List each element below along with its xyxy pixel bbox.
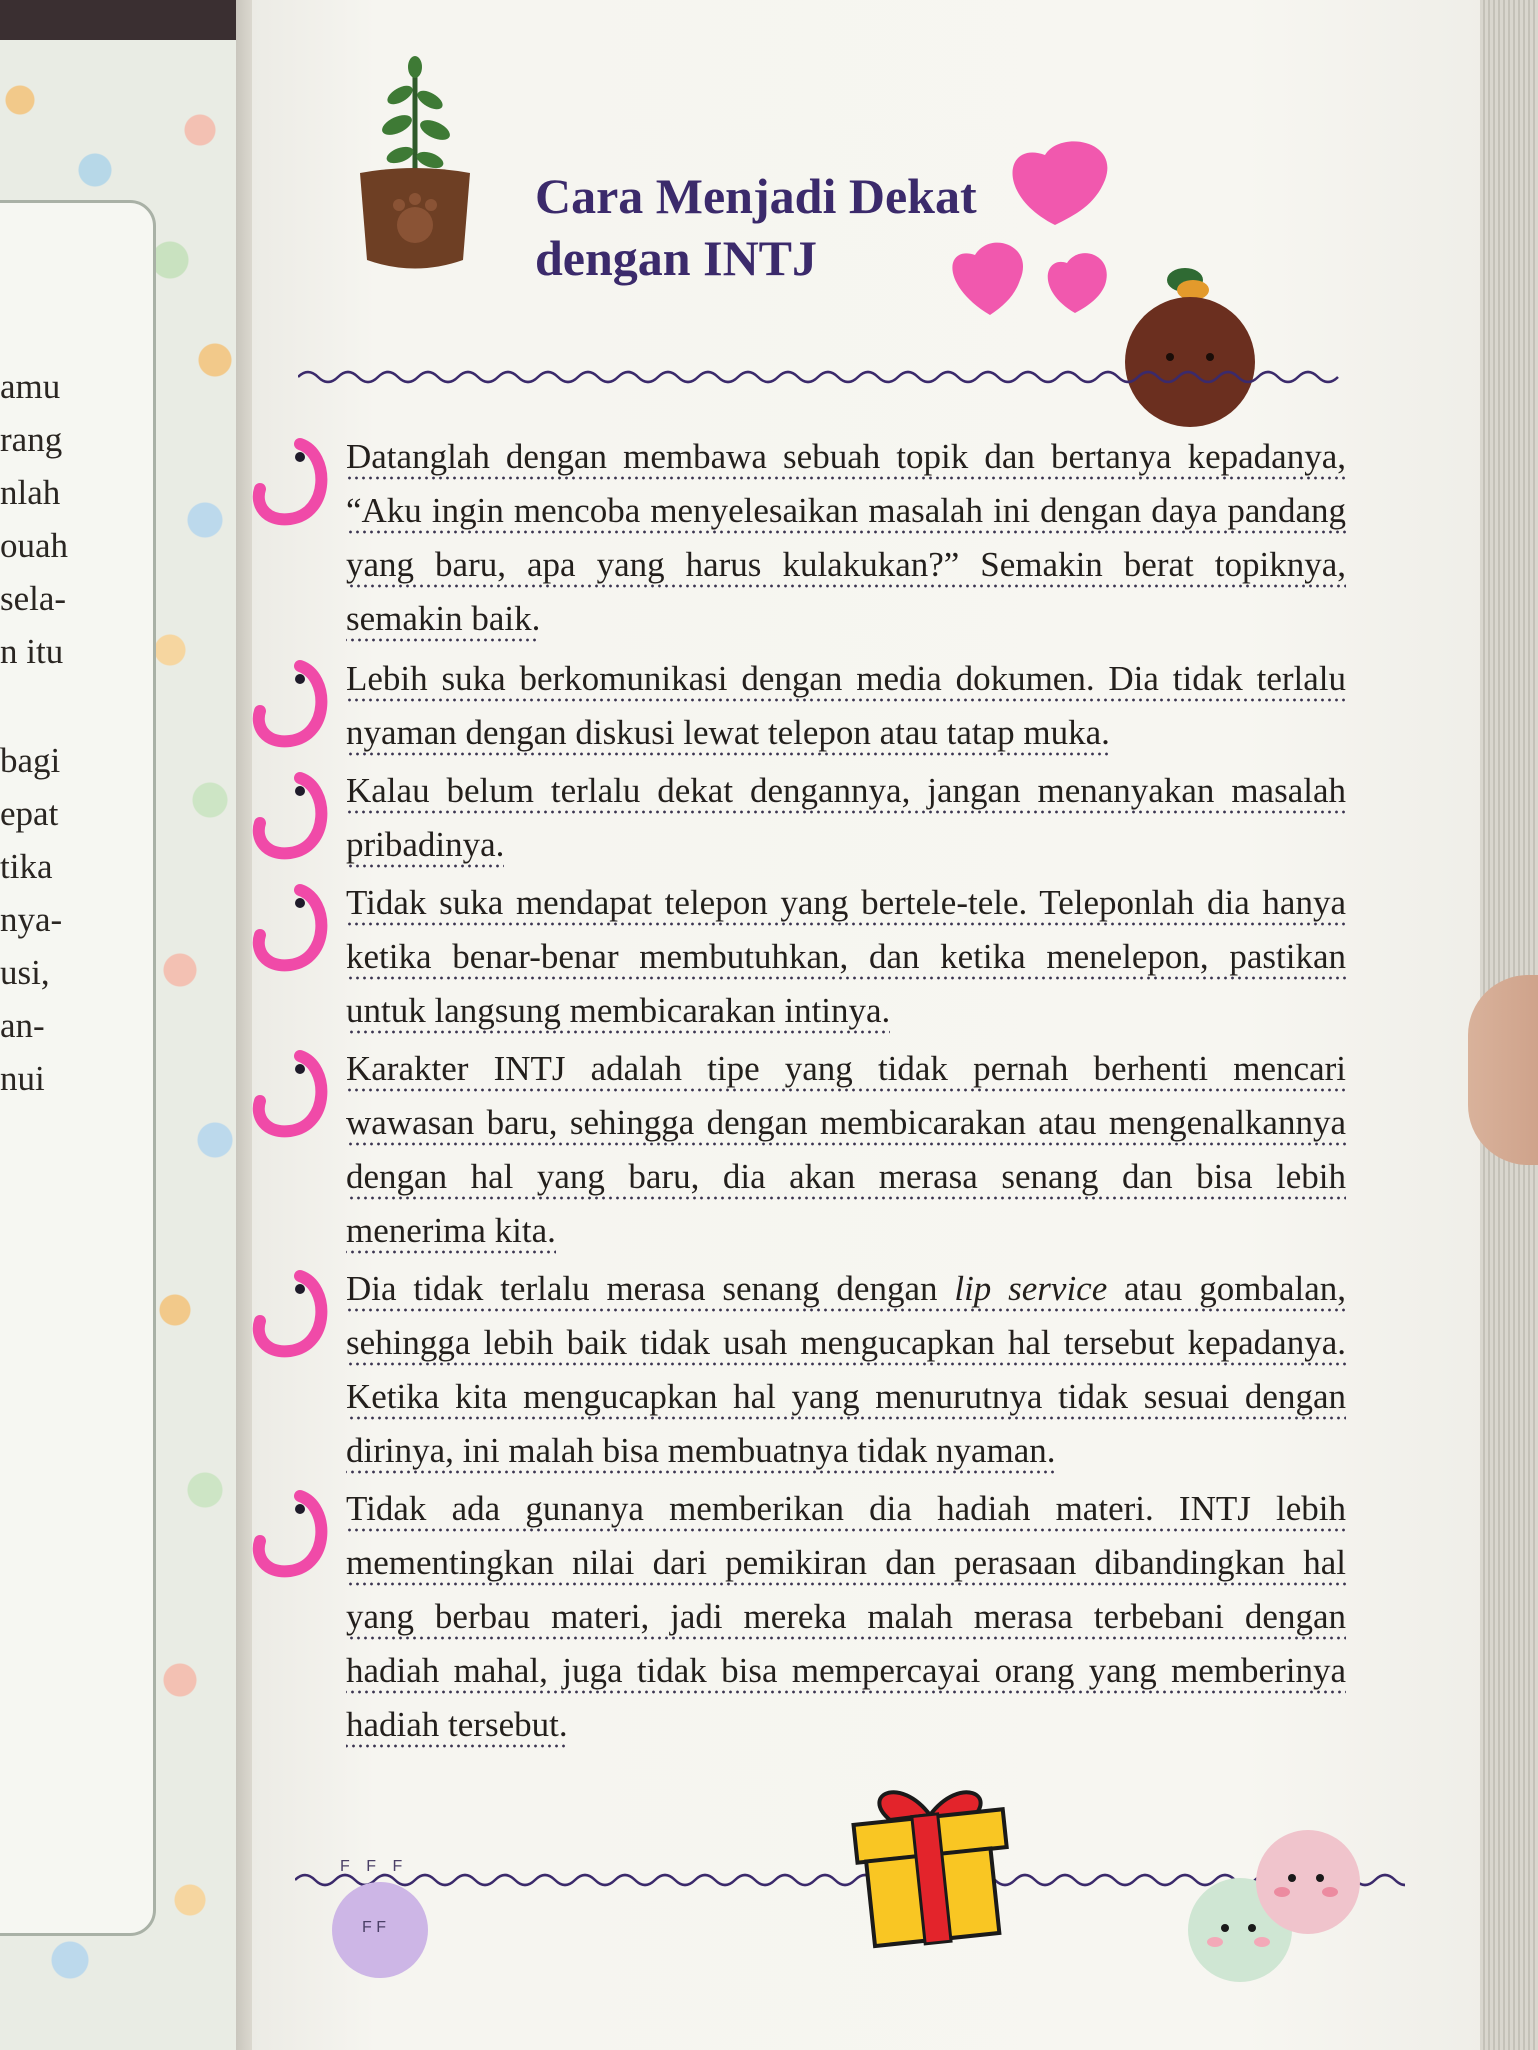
pink-highlight-mark bbox=[240, 424, 330, 534]
list-item-text: Lebih suka berkomunikasi dengan media dokumen. Dia tidak terlalu nyaman dengan diskusi lewat telepon atau tatap muka. bbox=[346, 659, 1346, 756]
text-segment: atau gombalan, sehingga lebih baik tidak usah mengucapkan hal tersebut kepadanya. Ketika kita mengucapkan hal yang menurutnya tidak sesuai dengan dirinya, ini malah bisa membuatnya tidak nyaman. bbox=[346, 1269, 1346, 1470]
list-item bbox=[240, 652, 1390, 760]
pink-highlight-mark bbox=[240, 758, 330, 868]
blob-characters-right bbox=[1180, 1820, 1420, 1990]
bullet-dot bbox=[295, 1064, 305, 1074]
gift-box-icon bbox=[840, 1775, 1020, 1955]
left-fragment: epat bbox=[0, 794, 59, 833]
thumb bbox=[1468, 975, 1538, 1165]
left-fragment: sela- bbox=[0, 579, 67, 618]
heart-icon bbox=[1048, 253, 1107, 313]
coconut-character-icon bbox=[1125, 262, 1285, 432]
list-item-text: Kalau belum terlalu dekat dengannya, jangan menanyakan masalah pribadinya. bbox=[346, 771, 1346, 868]
pink-highlight-mark bbox=[240, 1036, 330, 1146]
bullet-dot bbox=[295, 674, 305, 684]
hearts-decoration bbox=[935, 135, 1135, 325]
left-fragment: nui bbox=[0, 1059, 45, 1098]
pink-highlight-mark bbox=[240, 1476, 330, 1586]
emphasis-text: lip service bbox=[954, 1269, 1108, 1308]
bullet-dot bbox=[295, 1504, 305, 1514]
title-line-1: Cara Menjadi Dekat bbox=[535, 168, 977, 224]
text-segment: Dia tidak terlalu merasa senang dengan bbox=[346, 1269, 955, 1308]
blob-text: F F bbox=[362, 1919, 386, 1936]
tips-list bbox=[240, 430, 1390, 1752]
list-item bbox=[240, 430, 1390, 646]
left-fragment: nya- bbox=[0, 900, 63, 939]
bullet-dot bbox=[295, 786, 305, 796]
list-item-text: Datanglah dengan membawa sebuah topik dan bertanya kepadanya, “Aku ingin mencoba menyelesaikan masalah ini dengan daya pandang yang baru, apa yang harus kulakukan?” Semakin berat topiknya, semakin baik. bbox=[346, 437, 1346, 642]
plant-pot-icon bbox=[355, 55, 475, 280]
left-fragment: n itu bbox=[0, 632, 64, 671]
left-fragment: nlah bbox=[0, 473, 61, 512]
title-line-2: dengan INTJ bbox=[535, 230, 818, 286]
blob-character-icon bbox=[1256, 1830, 1360, 1934]
list-item bbox=[240, 876, 1390, 1038]
left-fragment: usi, bbox=[0, 953, 50, 992]
list-item-text bbox=[346, 1269, 1346, 1474]
pink-highlight-mark bbox=[240, 870, 330, 980]
left-fragment: ouah bbox=[0, 526, 69, 565]
left-page-text bbox=[0, 360, 68, 1105]
heart-icon bbox=[1013, 141, 1108, 225]
list-item bbox=[240, 1482, 1390, 1752]
list-item-text: Tidak ada gunanya memberikan dia hadiah materi. INTJ lebih mementingkan nilai dari pemikiran dan perasaan dibandingkan hal yang berbau materi, jadi mereka malah merasa terbebani dengan hadiah mahal, juga tidak bisa mempercayai orang yang memberinya hadiah tersebut. bbox=[346, 1489, 1346, 1748]
left-fragment: bagi bbox=[0, 741, 61, 780]
list-item bbox=[240, 1262, 1390, 1478]
left-fragment: amu bbox=[0, 367, 61, 406]
list-item bbox=[240, 764, 1390, 872]
wave-divider-top bbox=[298, 362, 1343, 392]
left-page bbox=[0, 40, 250, 2050]
blob-character-icon bbox=[330, 1880, 430, 1980]
bullet-dot bbox=[295, 1284, 305, 1294]
sticker-text: F F F bbox=[340, 1858, 409, 1875]
pink-highlight-mark bbox=[240, 646, 330, 756]
bullet-dot bbox=[295, 452, 305, 462]
bullet-dot bbox=[295, 898, 305, 908]
list-item-text: Tidak suka mendapat telepon yang bertele-tele. Teleponlah dia hanya ketika benar-benar membutuhkan, dan ketika menelepon, pastikan untuk langsung membicarakan intinya. bbox=[346, 883, 1346, 1034]
list-item-text: Karakter INTJ adalah tipe yang tidak pernah berhenti mencari wawasan baru, sehingga dengan membicarakan atau mengenalkannya dengan hal yang baru, dia akan merasa senang dan bisa lebih menerima kita. bbox=[346, 1049, 1346, 1254]
left-fragment: tika bbox=[0, 847, 53, 886]
left-fragment: rang bbox=[0, 420, 63, 459]
heart-icon bbox=[952, 243, 1023, 315]
list-item bbox=[240, 1042, 1390, 1258]
pink-highlight-mark bbox=[240, 1256, 330, 1366]
page-title bbox=[535, 165, 977, 289]
left-fragment: an- bbox=[0, 1006, 45, 1045]
